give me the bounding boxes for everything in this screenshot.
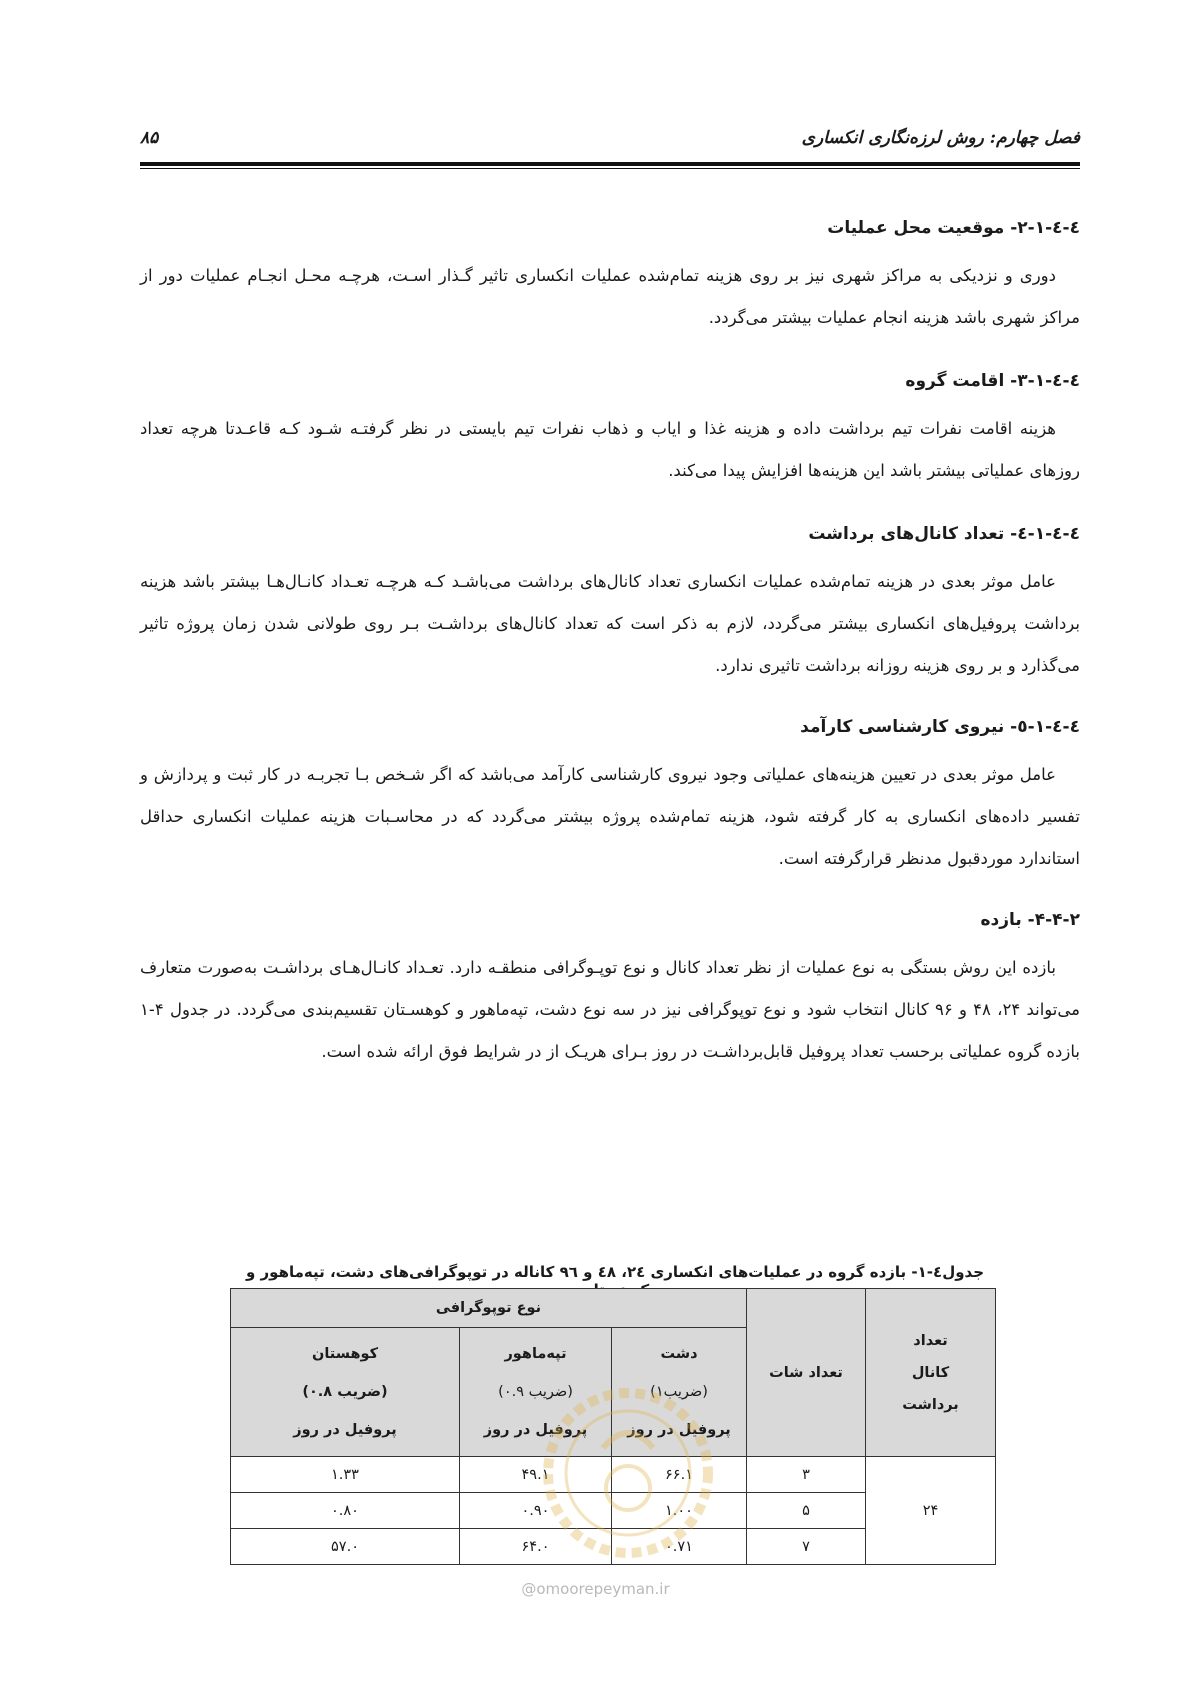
hill-cell: ٠.٩٠ [460, 1493, 612, 1529]
watermark-text: @omoorepeyman.ir [521, 1580, 670, 1598]
section-paragraph: بازده این روش بستگی به نوع عملیات از نظر تعداد کانال و نوع توپـوگرافی منطقـه دارد. تعـداد کانـال‌هـای برداشـت به‌صورت متعارف می‌تواند ۲۴، ۴۸ و ۹۶ کانال انتخاب شود و نوع توپوگرافی نیز در سه نوع دشت، تپه‌ماهور و کوهسـتان تقسیم‌بندی می‌گردد. در جدول ۴-۱ بازده گروه عملیاتی برحسب تعداد پروفیل قابل‌برداشـت در روز بـرای هریـک از در شرایط فوق ارائه شده است. [140, 958, 1080, 1061]
plain-coef: (ضریب١) [650, 1384, 708, 1400]
section-heading: ۴-۴-۲- بازده [980, 910, 1080, 930]
header-shots: تعداد شات [747, 1289, 866, 1457]
header-hill [460, 1328, 612, 1457]
body-text [140, 214, 1080, 1073]
header-topography: نوع توپوگرافی [231, 1289, 747, 1328]
plain-cell: ١.۶۶ [612, 1457, 747, 1493]
mountain-cell: ٠.۵٧ [231, 1529, 460, 1565]
hill-coef: (ضریب ٠.٩) [498, 1384, 573, 1400]
shots-cell: ٣ [747, 1457, 866, 1493]
plain-cell: ١.٠٠ [612, 1493, 747, 1529]
header-channels [866, 1289, 996, 1457]
page-header [140, 128, 1080, 154]
section-heading: ٤-٤-١-٢- موقعیت محل عملیات [827, 218, 1080, 238]
mountain-name: کوهستان [311, 1346, 379, 1362]
channel-cell: ٢۴ [866, 1457, 996, 1565]
shots-cell: ٧ [747, 1529, 866, 1565]
section-heading: ٤-٤-١-٥- نیروی کارشناسی کارآمد [800, 717, 1080, 737]
section-paragraph: عامل موثر بعدی در هزینه تمام‌شده عملیات انکساری تعداد کانال‌های برداشت می‌باشـد کـه هرچـه تعـداد کانـال‌هـا بیشتر باشد هزینه برداشت پروفیل‌های انکساری بیشتر می‌گردد، لازم به ذکر است که تعداد کانال‌های برداشـت بـر روی طولانی شدن زمان پروژه تاثیر می‌گذارد و بر روی هزینه روزانه برداشت تاثیری ندارد. [140, 572, 1080, 675]
chapter-title: فصل چهارم: روش لرزه‌نگاری انکساری [801, 128, 1080, 148]
header-mountain [231, 1328, 460, 1457]
yield-table [230, 1288, 996, 1565]
header-plain [612, 1328, 747, 1457]
mountain-cell: ١.٣٣ [231, 1457, 460, 1493]
header-rule-thin [140, 168, 1080, 169]
mountain-coef: (ضریب ٠.٨) [302, 1384, 388, 1400]
hill-unit: پروفیل در روز [483, 1422, 588, 1438]
table-caption: جدول٤-١- بازده گروه در عملیات‌های انکساری ٢٤، ٤٨ و ٩٦ کاناله در توپوگرافی‌های دشت، تپه‌ماهور و [245, 1263, 985, 1281]
section-paragraph: عامل موثر بعدی در تعیین هزینه‌های عملیاتی وجود نیروی کارشناسی کارآمد می‌باشد که اگر شـخص بـا تجربـه در کار ثبت و پردازش و تفسیر داده‌های انکساری به کار گرفته شود، هزینه تمام‌شده پروژه بیشتر می‌گردد که در محاسـبات هزینه عملیات انکساری حداقل استاندارد موردقبول مدنظر قرارگرفته است. [140, 765, 1080, 868]
shots-cell: ۵ [747, 1493, 866, 1529]
plain-cell: ٠.٧١ [612, 1529, 747, 1565]
hill-name: تپه‌ماهور [504, 1346, 567, 1362]
hill-cell: ٠.۶۴ [460, 1529, 612, 1565]
header-rule-thick [140, 162, 1080, 166]
mountain-unit: پروفیل در روز [293, 1422, 397, 1438]
section-heading: ٤-٤-١-٣- اقامت گروه [905, 371, 1080, 391]
section-paragraph: دوری و نزدیکی به مراکز شهری نیز بر روی هزینه تمام‌شده عملیات انکساری تاثیر گـذار اسـت، هرچـه محـل انجـام عملیات دور از مراکز شهری باشد هزینه انجام عملیات بیشتر می‌گردد. [140, 266, 1080, 327]
plain-name: دشت [660, 1346, 698, 1362]
mountain-cell: ٠.٨٠ [231, 1493, 460, 1529]
plain-unit: پروفیل در روز [627, 1422, 731, 1438]
section-paragraph: هزینه اقامت نفرات تیم برداشت داده و هزینه غذا و ایاب و ذهاب نفرات تیم بایستی در نظر گرفتـه شـود کـه قاعـدتا هرچه تعداد روزهای عملیاتی بیشتر باشد این هزینه‌ها افزایش پیدا می‌کند. [140, 419, 1080, 480]
header-channels-label: تعداد کانال برداشت [902, 1332, 959, 1413]
hill-cell: ١.۴٩ [460, 1457, 612, 1493]
section-heading: ٤-٤-١-٤- تعداد کانال‌های برداشت [808, 524, 1080, 544]
page-number: ۸۵ [140, 128, 159, 148]
